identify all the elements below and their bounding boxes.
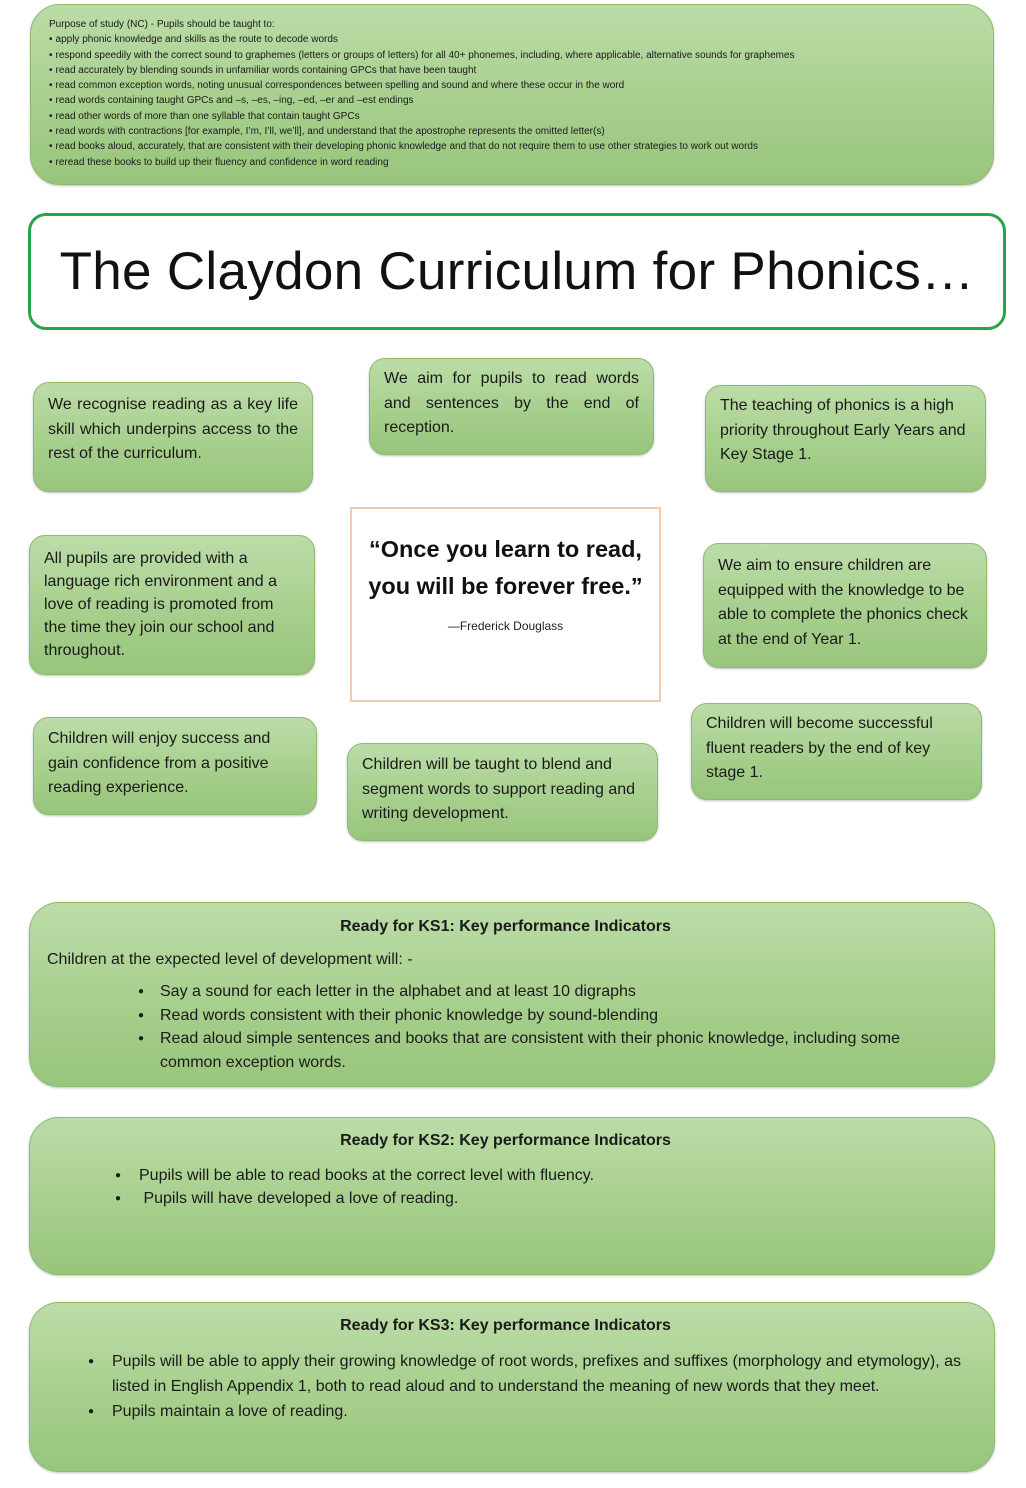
ks1-panel	[29, 902, 995, 1087]
purpose-item: • respond speedily with the correct sound to graphemes (letters or groups of letters) for all 40+ phonemes, including, where applicable, alternative sounds for graphemes	[49, 48, 977, 63]
ks1-item: ● Read words consistent with their phonic knowledge by sound-blending	[160, 1004, 964, 1028]
purpose-item: • read words containing taught GPCs and –s, –es, –ing, –ed, –er and –est endings	[49, 93, 977, 108]
card-success-confidence: Children will enjoy success and gain confidence from a positive reading experience.	[33, 717, 317, 815]
card-phonics-check: We aim to ensure children are equipped with the knowledge to be able to complete the phonics check at the end of Year 1.	[703, 543, 987, 668]
card-blend-segment: Children will be taught to blend and segment words to support reading and writing development.	[347, 743, 658, 841]
page-title: The Claydon Curriculum for Phonics…	[59, 242, 975, 301]
ks2-heading: Ready for KS2: Key performance Indicators	[340, 1132, 671, 1149]
purpose-item: • read other words of more than one syllable that contain taught GPCs	[49, 109, 977, 124]
ks3-panel	[29, 1302, 995, 1472]
ks2-item: ● Pupils will be able to read books at the correct level with fluency.	[139, 1164, 964, 1187]
title-banner	[28, 213, 1006, 330]
purpose-list	[49, 32, 977, 170]
ks1-heading: Ready for KS1: Key performance Indicators	[340, 918, 671, 935]
card-fluent-readers: Children will become successful fluent readers by the end of key stage 1.	[691, 703, 982, 800]
purpose-of-study-panel	[30, 4, 994, 185]
quote-box	[350, 507, 661, 702]
purpose-item: • read common exception words, noting unusual correspondences between spelling and sound and where these occur in the word	[49, 78, 977, 93]
ks1-item: ● Read aloud simple sentences and books that are consistent with their phonic knowledge, including some common exception words.	[160, 1027, 964, 1074]
card-language-rich-environment: All pupils are provided with a language rich environment and a love of reading is promoted from the time they join our school and throughout.	[29, 535, 315, 675]
ks2-item: ● Pupils will have developed a love of reading.	[139, 1187, 964, 1210]
ks1-list	[47, 980, 964, 1074]
purpose-item: • reread these books to build up their fluency and confidence in word reading	[49, 155, 977, 170]
quote-author: —Frederick Douglass	[447, 619, 564, 633]
purpose-item: • apply phonic knowledge and skills as the route to decode words	[49, 32, 977, 47]
ks3-item: ● Pupils maintain a love of reading.	[112, 1399, 964, 1424]
card-reading-life-skill: We recognise reading as a key life skill which underpins access to the rest of the curriculum.	[33, 382, 313, 492]
purpose-item: • read words with contractions [for example, I’m, I’ll, we’ll], and understand that the apostrophe represents the omitted letter(s)	[49, 124, 977, 139]
ks3-list	[47, 1349, 964, 1424]
purpose-item: • read accurately by blending sounds in unfamiliar words containing GPCs that have been taught	[49, 63, 977, 78]
ks1-item: ● Say a sound for each letter in the alphabet and at least 10 digraphs	[160, 980, 964, 1004]
purpose-title: Purpose of study (NC) - Pupils should be taught to:	[49, 19, 275, 30]
ks3-heading: Ready for KS3: Key performance Indicators	[340, 1317, 671, 1334]
ks3-item: ● Pupils will be able to apply their growing knowledge of root words, prefixes and suffixes (morphology and etymology), as listed in English Appendix 1, both to read aloud and to understand the meaning of new words that they meet.	[112, 1349, 964, 1399]
card-reception-aim: We aim for pupils to read words and sentences by the end of reception.	[369, 358, 654, 455]
quote-text: “Once you learn to read, you will be forever free.”	[368, 536, 643, 599]
ks1-intro: Children at the expected level of development will: -	[47, 951, 413, 968]
ks2-panel	[29, 1117, 995, 1275]
card-phonics-priority: The teaching of phonics is a high priority throughout Early Years and Key Stage 1.	[705, 385, 986, 492]
ks2-list	[47, 1164, 964, 1210]
purpose-item: • read books aloud, accurately, that are consistent with their developing phonic knowledge and that do not require them to use other strategies to work out words	[49, 139, 977, 154]
